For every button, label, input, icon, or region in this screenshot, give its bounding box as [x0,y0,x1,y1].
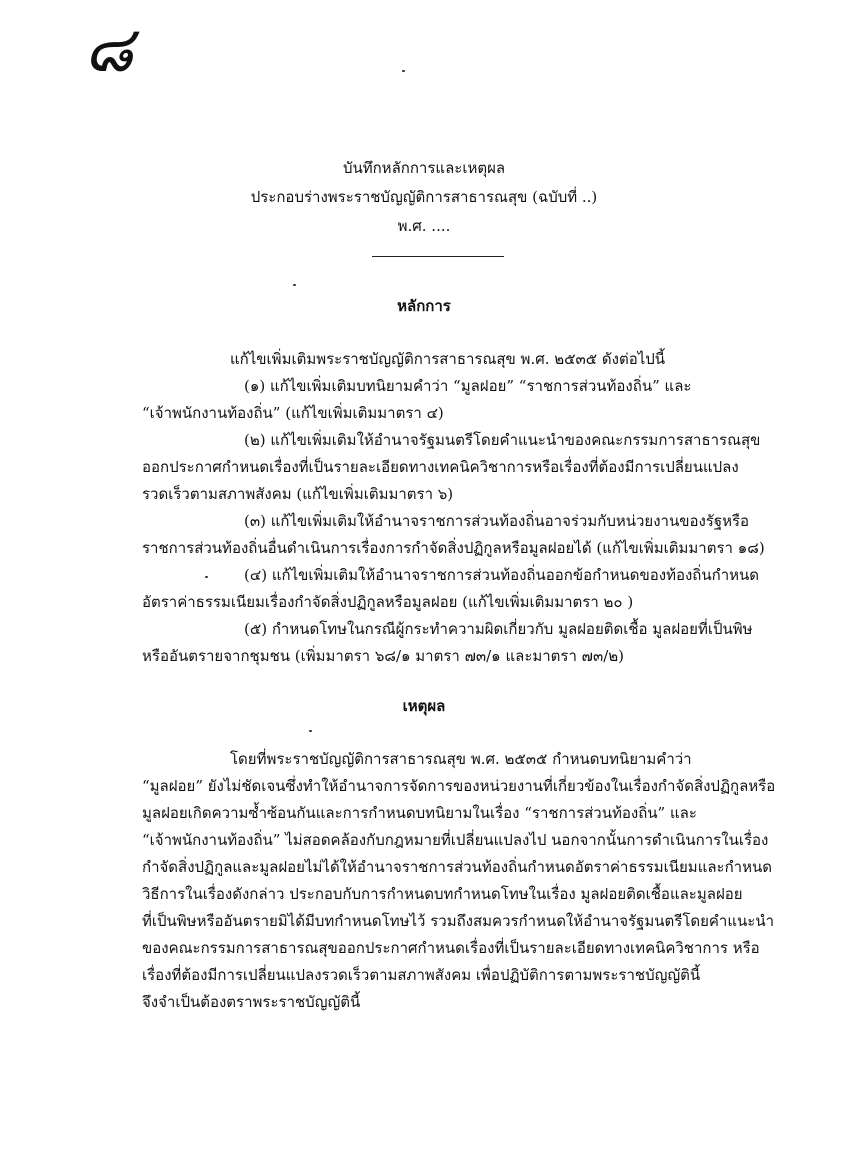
handwritten-page-number: ๘ [84,13,134,87]
principles-line: (๔) แก้ไขเพิ่มเติมให้อำนาจราชการส่วนท้องถิ่นออกข้อกำหนดของท้องถิ่นกำหนด [244,566,760,584]
scan-speck [402,70,405,72]
title-divider [372,256,504,257]
reasons-line: วิธีการในเรื่องดังกล่าว ประกอบกับการกำหนดบทกำหนดโทษในเรื่อง มูลฝอยติดเชื้อและมูลฝอย [142,885,743,903]
principles-line: หรืออันตรายจากชุมชน (เพิ่มมาตรา ๖๘/๑ มาตรา ๗๓/๑ และมาตรา ๗๓/๒) [142,647,624,665]
reasons-line: กำจัดสิ่งปฏิกูลและมูลฝอยไม่ได้ให้อำนาจราชการส่วนท้องถิ่นกำหนดอัตราค่าธรรมเนียมและกำหนด [142,858,772,876]
reasons-line: ของคณะกรรมการสาธารณสุขออกประกาศกำหนดเรื่องที่เป็นรายละเอียดทางเทคนิควิชาการ หรือ [142,939,760,957]
principles-line: ออกประกาศกำหนดเรื่องที่เป็นรายละเอียดทางเทคนิควิชาการหรือเรื่องที่ต้องมีการเปลี่ยนแปลง [142,458,739,476]
principles-line: (๓) แก้ไขเพิ่มเติมให้อำนาจราชการส่วนท้องถิ่นอาจร่วมกับหน่วยงานของรัฐหรือ [244,512,750,530]
memo-title-line: บันทึกหลักการและเหตุผล [342,159,506,177]
reasons-heading: เหตุผล [402,697,446,715]
reasons-line: “เจ้าพนักงานท้องถิ่น” ไม่สอดคล้องกับกฎหมายที่เปลี่ยนแปลงไป นอกจากนั้นการดำเนินการในเรื่อง [142,831,769,849]
principles-line: (๕) กำหนดโทษในกรณีผู้กระทำความผิดเกี่ยวกับ มูลฝอยติดเชื้อ มูลฝอยที่เป็นพิษ [244,620,753,638]
memo-title-line: พ.ศ. .... [397,217,451,235]
principles-heading: หลักการ [397,297,451,315]
memo-title [0,154,848,241]
memo-title-line: ประกอบร่างพระราชบัญญัติการสาธารณสุข (ฉบับที่ ..) [250,188,598,206]
reasons-line: โดยที่พระราชบัญญัติการสาธารณสุข พ.ศ. ๒๕๓๕ กำหนดบทนิยามคำว่า [230,750,692,768]
scan-speck [309,730,312,732]
principles-line: รวดเร็วตามสภาพสังคม (แก้ไขเพิ่มเติมมาตรา ๖) [142,485,454,503]
reasons-line: ที่เป็นพิษหรืออันตรายมิได้มีบทกำหนดโทษไว้ รวมถึงสมควรกำหนดให้อำนาจรัฐมนตรีโดยคำแนะนำ [142,912,775,930]
principles-line: แก้ไขเพิ่มเติมพระราชบัญญัติการสาธารณสุข พ.ศ. ๒๕๓๕ ดังต่อไปนี้ [230,350,666,368]
scan-speck [293,284,296,286]
reasons-line: จึงจำเป็นต้องตราพระราชบัญญัตินี้ [142,993,361,1011]
principles-line: “เจ้าพนักงานท้องถิ่น” (แก้ไขเพิ่มเติมมาตรา ๔) [142,404,444,422]
principles-line: อัตราค่าธรรมเนียมเรื่องกำจัดสิ่งปฏิกูลหรือมูลฝอย (แก้ไขเพิ่มเติมมาตรา ๒๐ ) [142,593,634,611]
reasons-line: “มูลฝอย” ยังไม่ชัดเจนซึ่งทำให้อำนาจการจัดการของหน่วยงานที่เกี่ยวข้องในเรื่องกำจัดสิ่งปฏิกูลหรือ [142,777,776,795]
principles-line: ราชการส่วนท้องถิ่นอื่นดำเนินการเรื่องการกำจัดสิ่งปฏิกูลหรือมูลฝอยได้ (แก้ไขเพิ่มเติมมาตรา ๑๘) [142,539,765,557]
reasons-line: มูลฝอยเกิดความซ้ำซ้อนกันและการกำหนดบทนิยามในเรื่อง “ราชการส่วนท้องถิ่น” และ [142,804,697,822]
principles-line: (๒) แก้ไขเพิ่มเติมให้อำนาจรัฐมนตรีโดยคำแนะนำของคณะกรรมการสาธารณสุข [244,431,761,449]
scan-speck [205,576,208,578]
principles-line: (๑) แก้ไขเพิ่มเติมบทนิยามคำว่า “มูลฝอย” “ราชการส่วนท้องถิ่น” และ [244,377,692,395]
reasons-line: เรื่องที่ต้องมีการเปลี่ยนแปลงรวดเร็วตามสภาพสังคม เพื่อปฏิบัติการตามพระราชบัญญัตินี้ [142,966,701,984]
